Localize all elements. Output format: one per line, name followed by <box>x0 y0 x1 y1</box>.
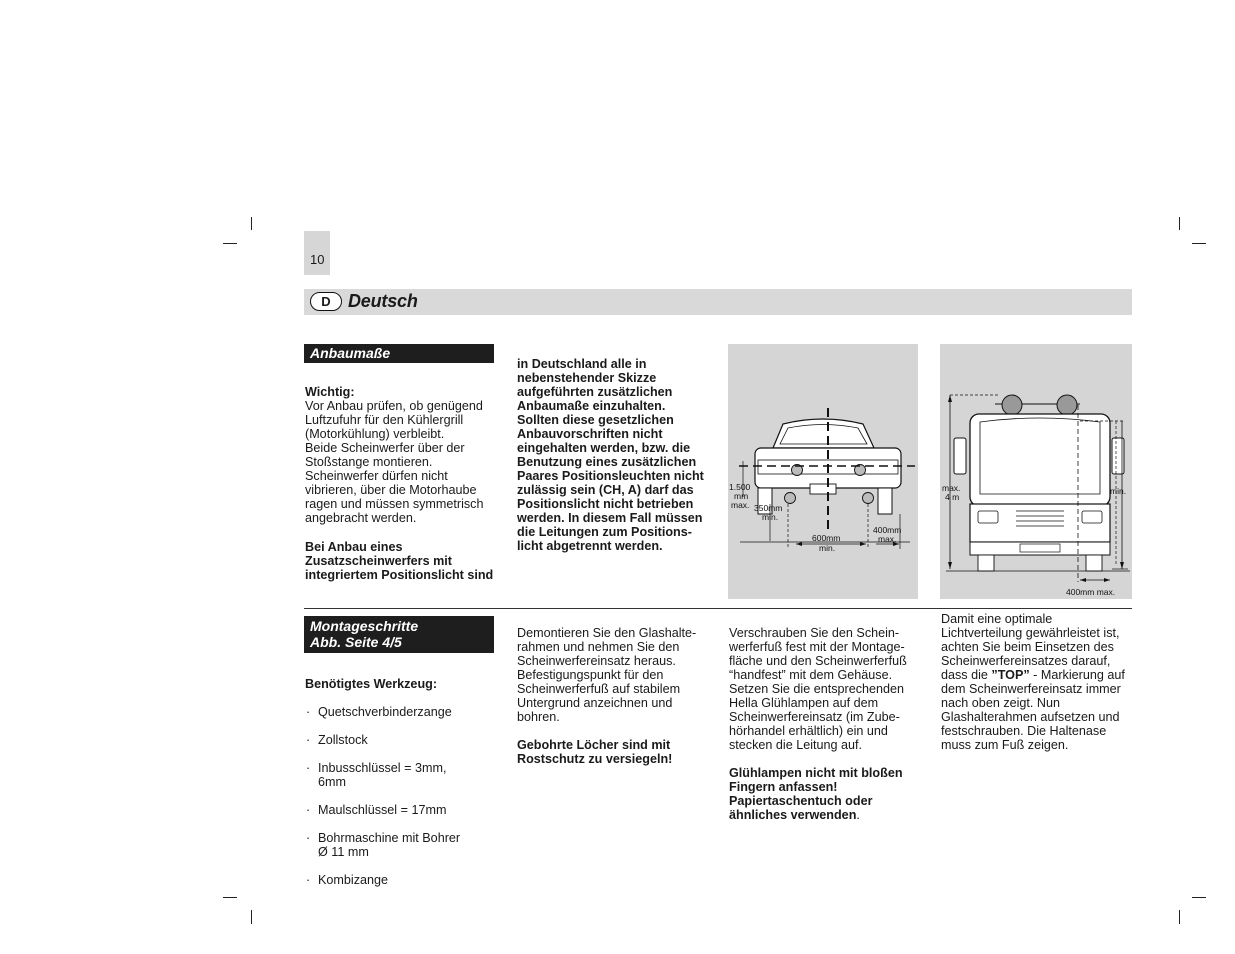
section-heading-anbaumasse <box>304 344 494 363</box>
crop-mark <box>251 217 252 230</box>
crop-mark <box>1179 910 1180 924</box>
list-item: · Inbusschlüssel = 3mm, 6mm <box>305 761 510 789</box>
car-label-ground-2: min. <box>762 512 779 522</box>
important-label: Wichtig: <box>305 385 355 399</box>
car-label-ground-1: 350mm <box>754 503 783 513</box>
crop-mark <box>223 243 237 244</box>
language-code-badge: D <box>310 292 342 311</box>
step4-top-mark: ”TOP” <box>991 668 1030 682</box>
crop-mark <box>251 910 252 924</box>
note-continued <box>517 343 722 553</box>
note-continued-text: in Deutschland alle in nebenstehender Skizze aufgeführten zusätzlichen Anbaumaße einzuhalten. Sollten diese gesetzlichen Anbauvorschriften nicht eingehalten werden, bzw. die Benutzung eines zusätzlichen Paares Positionsleuchten nicht zulässig sein (CH, A) darf das Positionslicht nicht betrieben werden. In diesem Fall müssen die Leitungen zum Positions- licht abgetrennt werden. <box>517 357 704 553</box>
step4-text-2: - Markierung auf dem Scheinwerfereinsatz immer nach oben zeigt. Nun Glashalterahmen aufsetzen und festschrauben. Die Haltenase muss zum Fuß zeigen. <box>941 668 1125 752</box>
step2-text: Demontieren Sie den Glashalte- rahmen und nehmen Sie den Scheinwerfereinsatz heraus. Befestigungspunkt für den Scheinwerferfuß auf stabilem Untergrund anzeichnen und bohren. <box>517 626 697 724</box>
car-label-spacing-1: 600mm <box>812 533 841 543</box>
car-label-height-2: mm <box>734 491 749 501</box>
car-label-spacing-2: min. <box>819 543 836 553</box>
note-start <box>305 526 510 582</box>
crop-mark <box>1192 897 1206 898</box>
crop-mark <box>223 897 237 898</box>
tools-block <box>305 663 510 915</box>
truck-label-edge: 400mm max. <box>1066 587 1116 597</box>
truck-label-height-1: max. <box>942 483 961 493</box>
section-heading-montageschritte <box>304 616 494 653</box>
truck-dimension-figure <box>940 344 1132 599</box>
car-diagram <box>728 344 918 599</box>
crop-mark <box>1179 217 1180 230</box>
list-item: · Zollstock <box>305 733 510 747</box>
list-item: · Kombizange <box>305 873 510 887</box>
step3-text: Verschrauben Sie den Schein- werferfuß fest mit der Montage- fläche und den Scheinwerferfuß “handfest” mit dem Gehäuse. Setzen Sie die entsprechenden Hella Glühlampen auf dem Scheinwerfereinsatz (im Zube- hörhandel erhältlich) ein und stecken die Leitung auf. <box>729 626 907 752</box>
car-label-height-1: 1.500 <box>729 482 751 492</box>
list-item: · Quetschverbinderzange <box>305 705 510 719</box>
tools-list <box>305 691 510 901</box>
step-column-3 <box>729 612 934 822</box>
important-text: Vor Anbau prüfen, ob genügend Luftzufuhr für den Kühlergrill (Motorkühlung) verbleibt. Beide Scheinwerfer über der Stoßstange montieren. Scheinwerfer dürfen nicht vibrieren, über die Motorhaube ragen und müssen symmetrisch angebracht werden. <box>305 399 484 525</box>
truck-label-height-2: 4 m <box>945 492 960 502</box>
car-dimension-figure <box>728 344 918 599</box>
car-label-height-3: max. <box>731 500 750 510</box>
list-item: · Bohrmaschine mit Bohrer Ø 11 mm <box>305 831 510 859</box>
note-start-text: Bei Anbau eines Zusatzscheinwerfers mit integriertem Positionslicht sind <box>305 540 494 582</box>
car-label-edge-1: 400mm <box>873 525 902 535</box>
crop-mark <box>1192 243 1206 244</box>
step2-warning: Gebohrte Löcher sind mit Rostschutz zu versiegeln! <box>517 738 673 766</box>
car-label-edge-2: max. <box>878 534 897 544</box>
step3-warning: Glühlampen nicht mit bloßen Fingern anfassen! Papiertaschentuch oder ähnliches verwenden <box>729 766 903 822</box>
step4-text-1: Damit eine optimale Lichtverteilung gewährleistet ist, achten Sie beim Einsetzen des Scheinwerfereinsatzes darauf, dass die <box>941 612 1120 682</box>
truck-diagram <box>940 344 1132 599</box>
page-number: 10 <box>310 252 325 267</box>
important-block <box>305 371 505 539</box>
step-column-2 <box>517 612 722 766</box>
page-number-tab <box>304 231 330 275</box>
step-column-4 <box>941 612 1141 752</box>
step3-end: . <box>856 808 860 822</box>
list-item: · Maulschlüssel = 17mm <box>305 803 510 817</box>
section-heading-line1: Montageschritte <box>310 618 419 634</box>
section-divider <box>304 608 1132 609</box>
section-heading-line2: Abb. Seite 4/5 <box>310 634 402 650</box>
tools-label: Benötigtes Werkzeug: <box>305 677 438 691</box>
language-bar <box>304 289 1132 315</box>
section-heading-text: Anbaumaße <box>310 345 391 361</box>
language-title: Deutsch <box>348 291 418 311</box>
truck-label-min: min. <box>1110 486 1127 496</box>
